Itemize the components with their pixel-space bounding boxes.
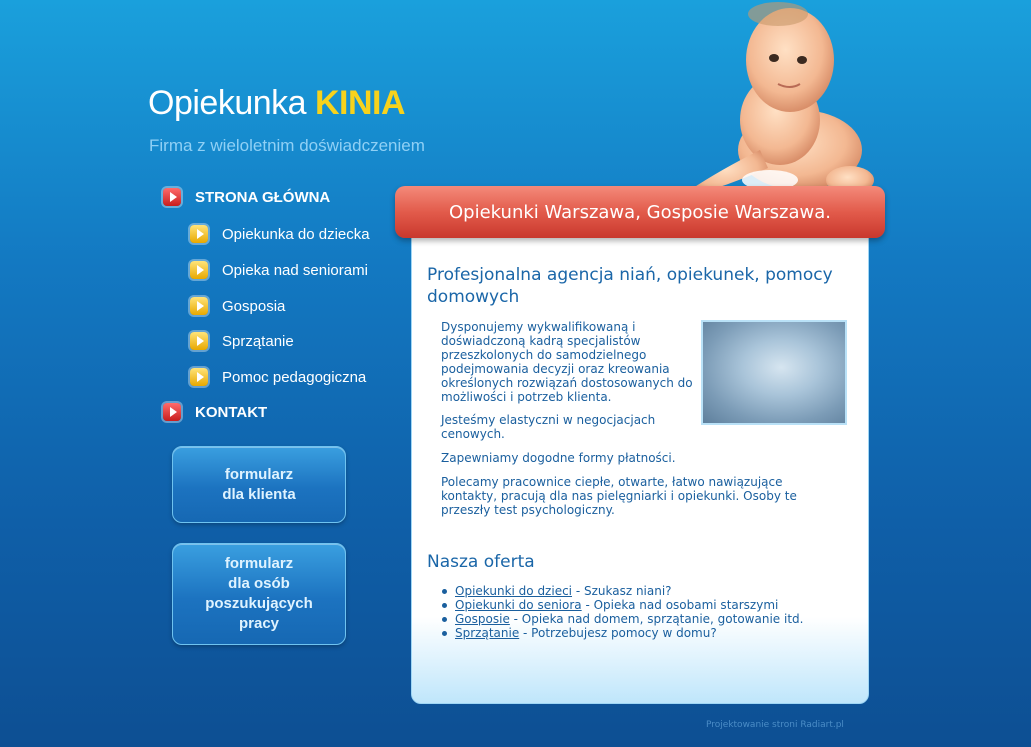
nav-item-opieka-nad-seniorami[interactable] bbox=[190, 261, 368, 279]
nav-item-label: Opieka nad seniorami bbox=[222, 261, 368, 279]
nav-item-label: KONTAKT bbox=[195, 403, 268, 421]
site-tagline: Firma z wieloletnim doświadczeniem bbox=[149, 136, 425, 155]
button-label-line: pracy bbox=[238, 615, 280, 632]
nav-item-home[interactable] bbox=[163, 188, 330, 206]
button-label-line: poszukujących bbox=[205, 595, 313, 612]
baby-photo bbox=[701, 320, 847, 425]
page-banner: Opiekunki Warszawa, Gosposie Warszawa. bbox=[395, 186, 885, 238]
nav-item-label: Sprzątanie bbox=[222, 332, 294, 350]
offer-description: - Szukasz niani? bbox=[572, 584, 672, 598]
yellow-arrow-icon bbox=[190, 261, 208, 279]
button-label-line: dla klienta bbox=[222, 485, 296, 503]
content-heading: Profesjonalna agencja niań, opiekunek, pomocy domowych bbox=[427, 265, 833, 307]
content-paragraph: Jesteśmy elastyczni w negocjacjach cenowych. bbox=[441, 413, 656, 441]
yellow-arrow-icon bbox=[190, 297, 208, 315]
client-form-button[interactable] bbox=[172, 446, 346, 523]
baby-illustration bbox=[650, 0, 880, 200]
site-logo-title bbox=[148, 84, 405, 123]
content-paragraph: Zapewniamy dogodne formy płatności. bbox=[441, 451, 676, 465]
button-label-line: formularz bbox=[224, 465, 294, 483]
offer-list bbox=[441, 584, 803, 640]
nav-item-gosposia[interactable] bbox=[190, 297, 285, 315]
red-arrow-icon bbox=[163, 188, 181, 206]
content-paragraph: Dysponujemy wykwalifikowaną i doświadczoną kadrą specjalistów przeszkolonych do samodzielnego podejmowania decyzji oraz kreowania określonych rozwiązań dostosowanych do możliwości i potrzeb klienta. bbox=[441, 320, 693, 404]
red-arrow-icon bbox=[163, 403, 181, 421]
job-seeker-form-button[interactable] bbox=[172, 543, 346, 645]
nav-item-contact[interactable] bbox=[163, 403, 267, 421]
nav-item-sprzatanie[interactable] bbox=[190, 332, 294, 350]
offer-link[interactable]: Sprzątanie bbox=[455, 626, 520, 640]
nav-item-label: Gosposia bbox=[222, 297, 286, 315]
footer-credit[interactable]: Projektowanie stroni Radiart.pl bbox=[706, 720, 844, 730]
offer-link[interactable]: Gosposie bbox=[455, 612, 510, 626]
nav-item-label: Opiekunka do dziecka bbox=[222, 225, 370, 243]
logo-title-brand: KINIA bbox=[315, 84, 406, 122]
list-item bbox=[441, 598, 803, 612]
button-label-line: dla osób bbox=[228, 575, 290, 592]
offer-link[interactable]: Opiekunki do seniora bbox=[455, 598, 582, 612]
offer-description: - Opieka nad domem, sprzątanie, gotowanie itd. bbox=[509, 612, 804, 626]
offer-link[interactable]: Opiekunki do dzieci bbox=[455, 584, 573, 598]
yellow-arrow-icon bbox=[190, 368, 208, 386]
list-item bbox=[441, 626, 803, 640]
offer-description: - Opieka nad osobami starszymi bbox=[581, 598, 779, 612]
offer-description: - Potrzebujesz pomocy w domu? bbox=[519, 626, 717, 640]
list-item bbox=[441, 612, 803, 626]
nav-item-opiekunka-do-dziecka[interactable] bbox=[190, 225, 370, 243]
offer-heading: Nasza oferta bbox=[427, 552, 535, 572]
yellow-arrow-icon bbox=[190, 225, 208, 243]
yellow-arrow-icon bbox=[190, 332, 208, 350]
list-item bbox=[441, 584, 803, 598]
nav-item-label: STRONA GŁÓWNA bbox=[195, 188, 331, 206]
logo-title-main: Opiekunka bbox=[148, 84, 307, 122]
nav-item-pomoc-pedagogiczna[interactable] bbox=[190, 368, 366, 386]
nav-item-label: Pomoc pedagogiczna bbox=[222, 368, 367, 386]
content-paragraph: Polecamy pracownice ciepłe, otwarte, łatwo nawiązujące kontakty, pracują dla nas pielęgniarki i opiekunki. Osoby te przeszły test psychologiczny. bbox=[441, 475, 797, 517]
button-label-line: formularz bbox=[224, 555, 294, 572]
